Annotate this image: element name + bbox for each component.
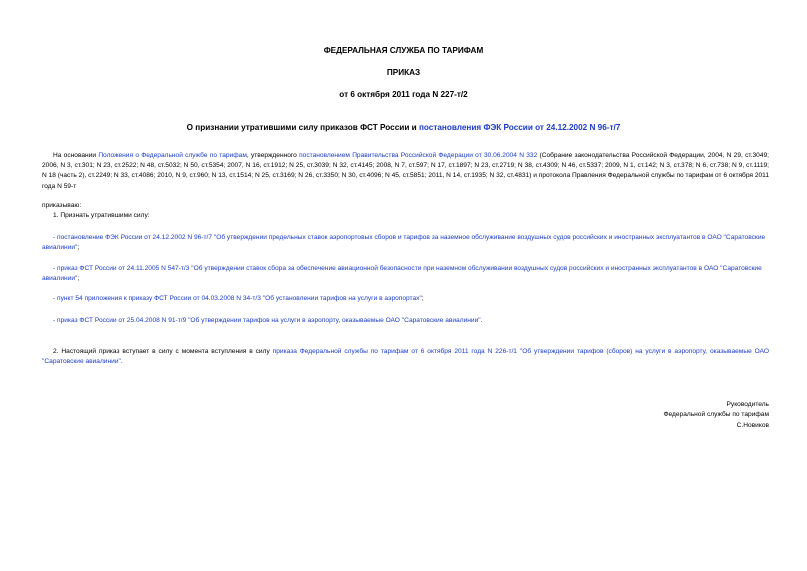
document-title [0, 123, 807, 132]
sub-item-2 [42, 264, 769, 284]
sub-item-3-link[interactable]: - пункт 54 приложения к приказу ФСТ России от 04.03.2008 N 34-т/3 "Об установлении тарифов на услуги в аэропортах" [53, 295, 422, 302]
sub-item-4-tail: . [480, 317, 483, 324]
sub-item-2-tail: ; [77, 275, 80, 283]
regulation-link[interactable]: Положения о Федеральной службе по тарифам [98, 152, 247, 159]
item-1: 1. Признать утратившими силу: [53, 212, 150, 219]
signature-position-1: Руководитель [726, 401, 769, 408]
item-2 [42, 347, 769, 367]
order-word: приказываю: [42, 202, 82, 209]
sub-item-4 [42, 316, 769, 326]
signature-position-2: Федеральной службы по тарифам [663, 411, 769, 419]
basis-text-1: На основании [53, 152, 99, 159]
title-text: О признании утратившими силу приказов ФСТ России и [186, 123, 419, 132]
item-2-link[interactable]: приказа Федеральной службы по тарифам от 6 октября 2011 года N 226-т/1 "Об утверждении тарифов (сборов) на услуги в аэропорту, оказываемые ОАО "Саратовские авиалинии" [42, 348, 769, 366]
sub-item-1-link[interactable]: - постановление ФЭК России от 24.12.2002 N 96-т/7 "Об утверждении предельных ставок аэропортовых сборов и тарифов за наземное обслуживание воздушных судов российских и иностранных эксплуатантов в ОАО "Саратовские авиалинии" [42, 234, 766, 252]
item-2-text: 2. Настоящий приказ вступает в силу с момента вступления в силу [53, 348, 273, 355]
sub-item-3 [42, 294, 769, 304]
basis-text-2: , утвержденного [246, 152, 300, 159]
sub-item-2-link[interactable]: - приказ ФСТ России от 24.11.2005 N 547-т/3 "Об утверждении ставок сбора за обеспечение авиационной безопасности при наземном обслуживании воздушных судов российских и иностранных эксплуатантов в ОАО "Саратовские авиалинии" [42, 265, 762, 283]
government-decree-link[interactable]: постановлением Правительства Российской Федерации от 30.06.2004 N 332 [299, 152, 538, 159]
signature-block [664, 400, 770, 431]
doc-type-heading: ПРИКАЗ [386, 68, 421, 77]
agency-heading: ФЕДЕРАЛЬНАЯ СЛУЖБА ПО ТАРИФАМ [323, 46, 484, 55]
sub-item-4-link[interactable]: - приказ ФСТ России от 25.04.2008 N 91-т/9 "Об утверждении тарифов на услуги в аэропорту, оказываемые ОАО "Саратовские авиалинии" [53, 317, 481, 324]
basis-text-3: (Собрание законодательства Российской Федерации, 2004, N 29, ст.3049; 2006, N 3, ст.301; N 23, ст.2522; N 48, ст.5032; N 50, ст.5354; 2007, N 16, ст.1912; N 25, ст.3039; N 32, ст.4145; 2008, N 7, ст.597; N 17, ст.1897; N 23, ст.2719; N 38, ст.4309; N 46, ст.5337; 2009, N 1, ст.142; N 3, ст.378; N 6, ст.738; N 9, ст.1119; N 18 (часть 2), ст.2249; N 33, ст.4086; 2010, N 9, ст.960; N 13, ст.1514; N 25, ст.3169; N 26, ст.3350; N 30, ст.4096; N 45, ст.5851; 2011, N 14, ст.1935; N 32, ст.4831) и протокола Правления Федеральной службы по тарифам от 6 октября 2011 года N 59-т [42, 152, 769, 190]
title-link[interactable]: постановления ФЭК России от 24.12.2002 N 96-т/7 [418, 123, 621, 132]
sub-item-1 [42, 233, 769, 253]
basis-paragraph [42, 151, 769, 192]
date-number-heading: от 6 октября 2011 года N 227-т/2 [339, 90, 468, 99]
sub-item-3-tail: ; [421, 295, 424, 302]
sub-item-1-tail: ; [77, 244, 80, 252]
item-2-tail: . [120, 358, 123, 366]
signature-name: С.Новиков [736, 421, 769, 429]
